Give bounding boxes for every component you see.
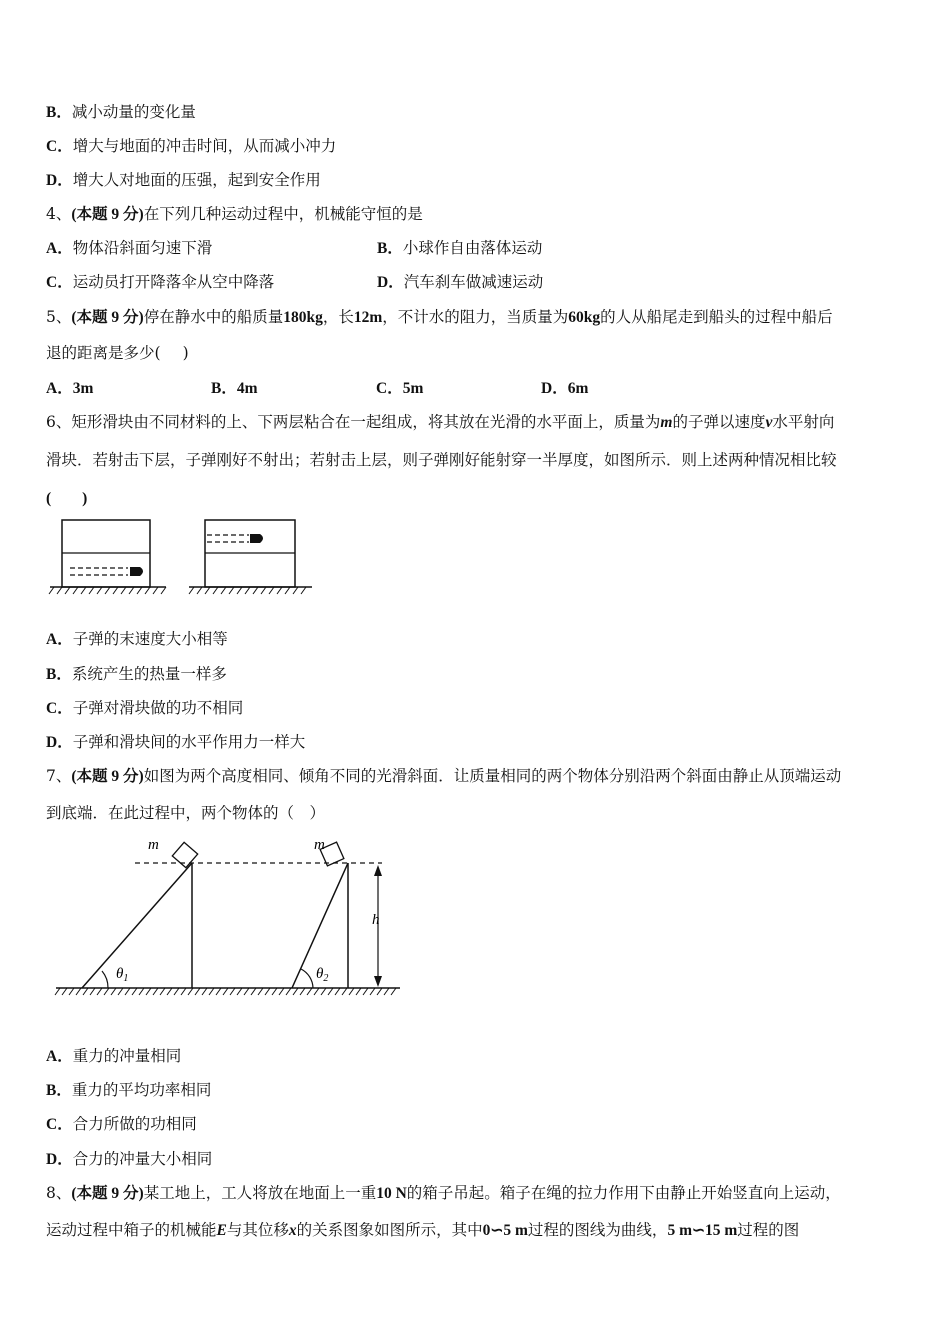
q3-option-c: C．增大与地面的冲击时间，从而减小冲力 [46,137,337,155]
q8-stem-line1: 8、(本题 9 分)某工地上，工人将放在地面上一重10 N的箱子吊起。箱子在绳的拉力作用下由静止开始竖直向上运动， [46,1184,841,1202]
label-m1: m [148,837,159,853]
bullet-icon [130,567,143,576]
label-m2: m [314,837,325,853]
q6-stem-line2: 滑块．若射击下层，子弹刚好不射出；若射击上层，则子弹刚好能射穿一半厚度，如图所示．则上述两种情况相比较 [46,451,837,469]
q4-option-c: C．运动员打开降落伞从空中降落 [46,273,275,291]
q7-stem-line2: 到底端．在此过程中，两个物体的（ ） [46,804,326,822]
q6-option-b: B．系统产生的热量一样多 [46,665,227,683]
q5-option-b: B．4m [211,380,258,397]
q7-option-c: C．合力所做的功相同 [46,1115,197,1133]
label-theta1: $\theta_1$ [116,966,129,984]
block-m1 [172,842,197,867]
q6-option-c: C．子弹对滑块做的功不相同 [46,699,244,717]
q7-option-b: B．重力的平均功率相同 [46,1081,212,1099]
q5-stem-line1: 5、(本题 9 分)停在静水中的船质量180kg，长12m，不计水的阻力，当质量为60kg的人从船尾走到船头的过程中船后 [46,308,833,326]
q4-option-b: B．小球作自由落体运动 [377,239,543,257]
label-h: h [372,912,380,928]
q6-figure [46,515,326,600]
q5-stem-line2: 退的距离是多少( ) [46,344,189,362]
q6-stem-line3: ( ) [46,490,88,507]
q3-option-d: D．增大人对地面的压强，起到安全作用 [46,171,321,189]
q5-option-c: C．5m [376,380,424,397]
q6-option-a: A．子弹的末速度大小相等 [46,630,228,648]
q5-option-d: D．6m [541,380,589,397]
q4-option-d: D．汽车刹车做减速运动 [377,273,544,291]
label-theta2: $\theta_2$ [316,966,329,984]
q3-option-b: B．减小动量的变化量 [46,103,196,121]
q4-option-a: A．物体沿斜面匀速下滑 [46,239,213,257]
q6-option-d: D．子弹和滑块间的水平作用力一样大 [46,733,306,751]
q7-figure [50,832,410,1007]
incline-1 [82,863,192,988]
q7-option-d: D．合力的冲量大小相同 [46,1150,213,1168]
q5-option-a: A．3m [46,380,94,397]
q6-stem-line1: 6、矩形滑块由不同材料的上、下两层粘合在一起组成，将其放在光滑的水平面上，质量为m的子弹以速度v水平射向 [46,413,835,431]
q4-stem: 4、(本题 9 分)在下列几种运动过程中，机械能守恒的是 [46,205,423,223]
q7-option-a: A．重力的冲量相同 [46,1047,182,1065]
q7-stem-line1: 7、(本题 9 分)如图为两个高度相同、倾角不同的光滑斜面．让质量相同的两个物体分别沿两个斜面由静止从顶端运动 [46,767,842,785]
q8-stem-line2: 运动过程中箱子的机械能E与其位移x的关系图象如图所示，其中0∽5 m过程的图线为曲线，5 m∽15 m过程的图 [46,1221,800,1239]
